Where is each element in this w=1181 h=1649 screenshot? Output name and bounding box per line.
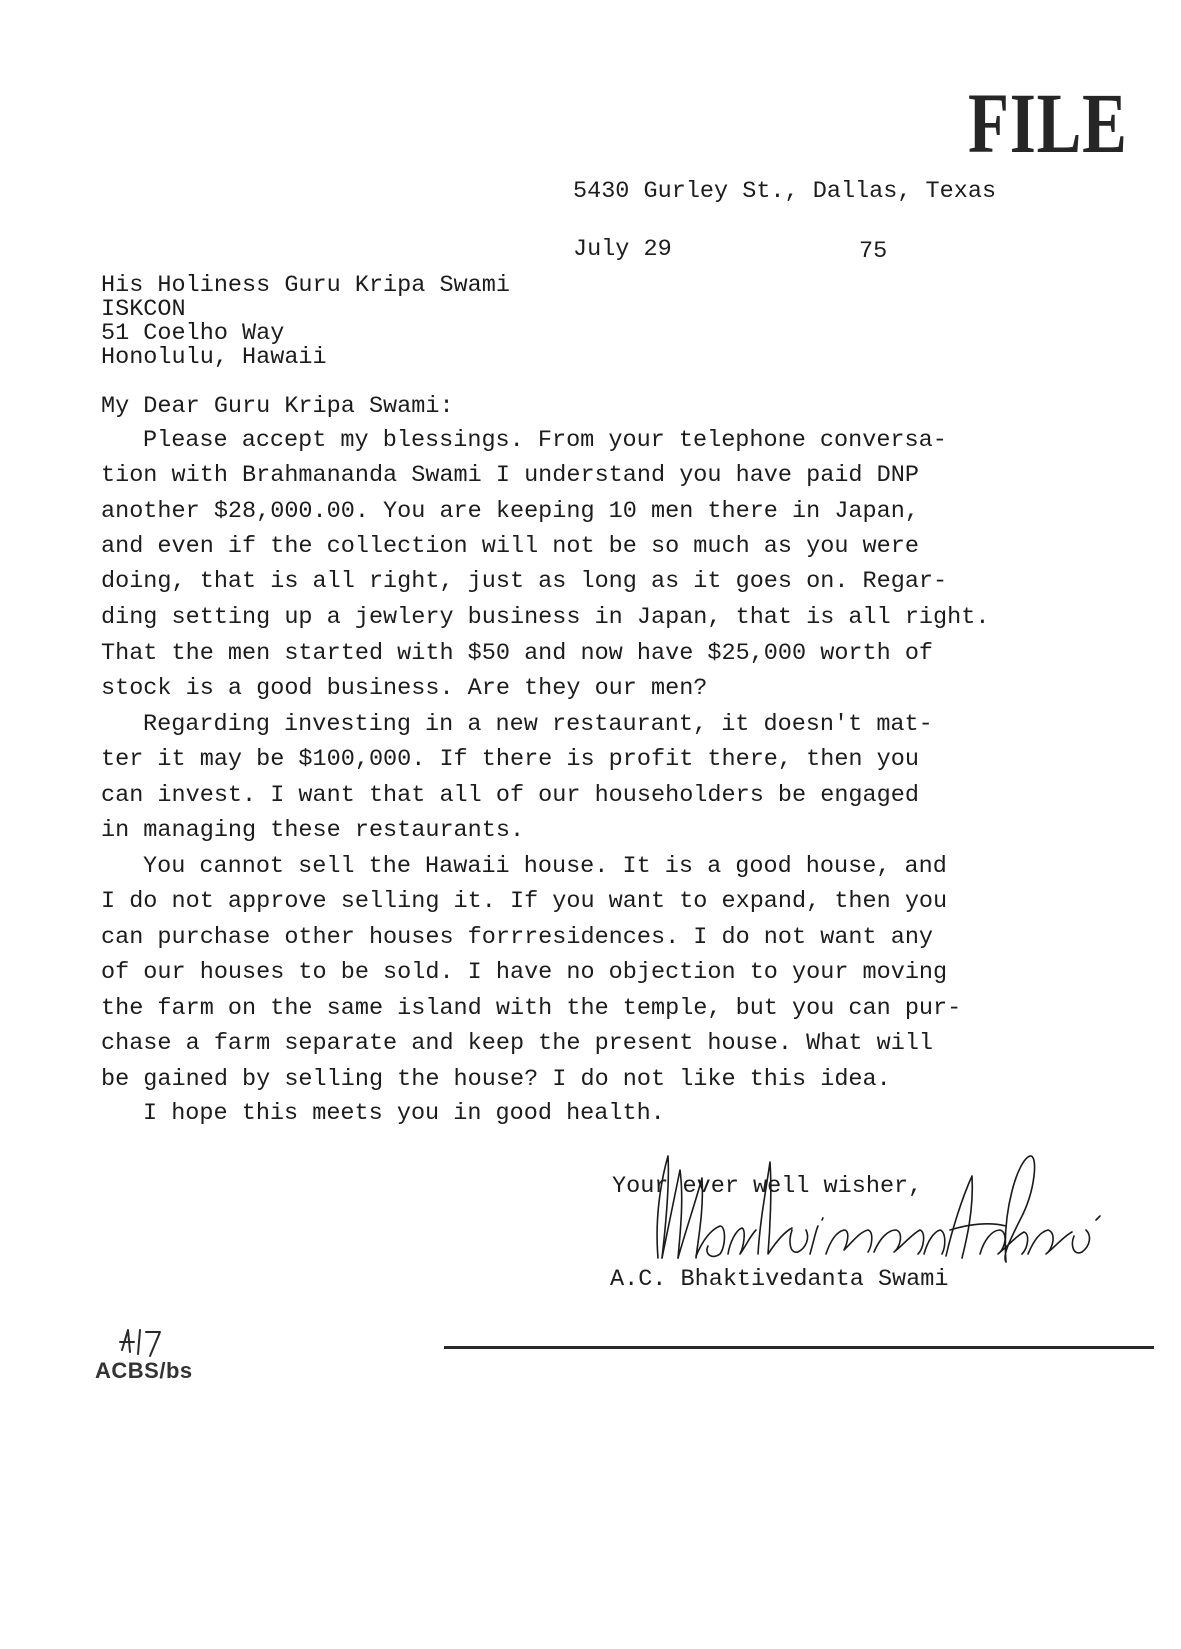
- body-line: I do not approve selling it. If you want to expand, then you: [101, 888, 948, 915]
- letter-date: July 29: [573, 236, 672, 263]
- body-line: tion with Brahmananda Swami I understand you have paid DNP: [101, 462, 919, 489]
- body-line: I hope this meets you in good health.: [143, 1100, 665, 1127]
- handwritten-number-mark: [116, 1324, 166, 1358]
- body-line: in managing these restaurants.: [101, 817, 525, 844]
- body-line: another $28,000.00. You are keeping 10 men there in Japan,: [101, 498, 919, 525]
- body-line: chase a farm separate and keep the present house. What will: [101, 1030, 934, 1057]
- recipient-line: His Holiness Guru Kripa Swami: [101, 272, 510, 299]
- body-line: of our houses to be sold. I have no objection to your moving: [101, 959, 948, 986]
- closing: Your ever well wisher,: [612, 1173, 923, 1200]
- body-line: the farm on the same island with the temple, but you can pur-: [101, 995, 962, 1022]
- handwritten-signature: [650, 1150, 1150, 1340]
- recipient-line: ISKCON: [101, 296, 186, 323]
- body-line: Regarding investing in a new restaurant, it doesn't mat-: [143, 711, 933, 738]
- body-line: and even if the collection will not be so much as you were: [101, 533, 919, 560]
- body-line: doing, that is all right, just as long as it goes on. Regar-: [101, 568, 948, 595]
- letter-year: 75: [859, 238, 888, 265]
- recipient-line: Honolulu, Hawaii: [101, 344, 327, 371]
- body-line: ding setting up a jewlery business in Japan, that is all right.: [101, 604, 990, 631]
- sender-address: 5430 Gurley St., Dallas, Texas: [573, 178, 997, 205]
- body-line: You cannot sell the Hawaii house. It is a good house, and: [143, 853, 947, 880]
- body-line: can invest. I want that all of our householders be engaged: [101, 782, 919, 809]
- body-line: be gained by selling the house? I do not like this idea.: [101, 1066, 891, 1093]
- file-stamp: FILE: [968, 75, 1128, 171]
- body-line: ter it may be $100,000. If there is profit there, then you: [101, 746, 919, 773]
- signatory-name: A.C. Bhaktivedanta Swami: [610, 1266, 949, 1293]
- salutation: My Dear Guru Kripa Swami:: [101, 393, 454, 420]
- recipient-line: 51 Coelho Way: [101, 320, 285, 347]
- body-line: Please accept my blessings. From your telephone conversa-: [143, 427, 947, 454]
- body-line: That the men started with $50 and now have $25,000 worth of: [101, 640, 934, 667]
- body-line: can purchase other houses forrresidences. I do not want any: [101, 924, 934, 951]
- typist-initials: ACBS/bs: [95, 1358, 193, 1383]
- body-line: stock is a good business. Are they our men?: [101, 675, 708, 702]
- signature-rule: [444, 1346, 1154, 1349]
